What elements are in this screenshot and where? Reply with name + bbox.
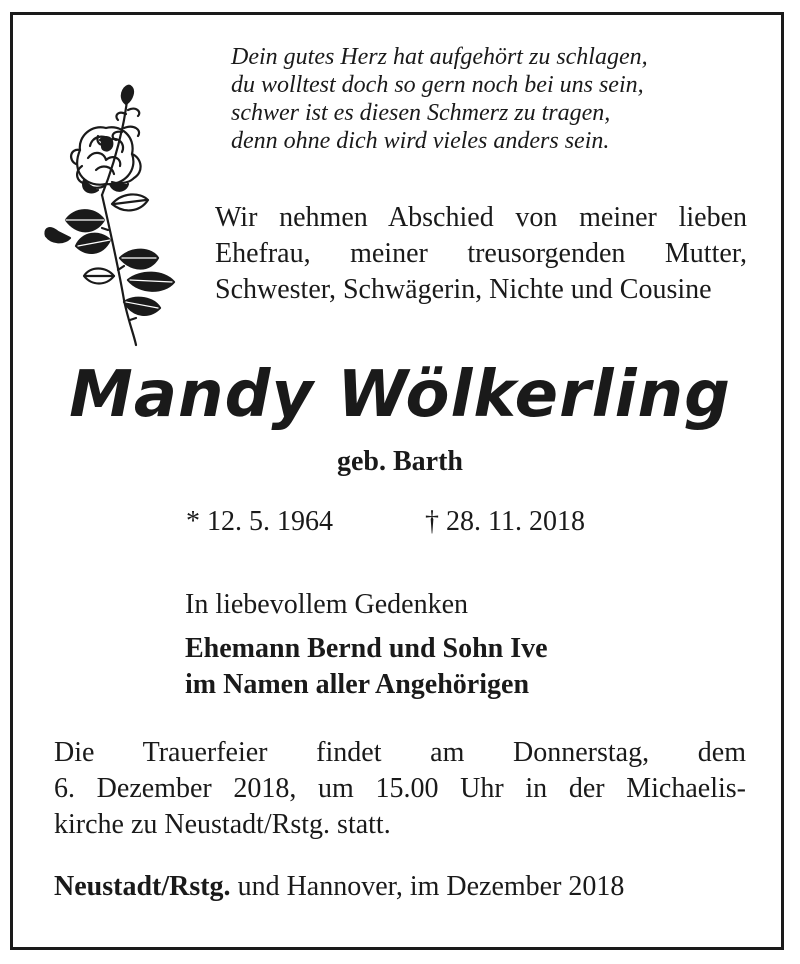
funeral-line: 6. Dezember 2018, um 15.00 Uhr in der Michaelis- xyxy=(54,773,746,804)
deceased-name: Mandy Wölkerling xyxy=(69,358,731,432)
funeral-notice xyxy=(54,735,746,843)
birth-date: * 12. 5. 1964 xyxy=(186,506,333,537)
death-date: † 28. 11. 2018 xyxy=(425,506,585,537)
poem-line: Dein gutes Herz hat aufgehört zu schlagen, xyxy=(231,44,648,70)
funeral-line: Die Trauerfeier findet am Donnerstag, dem xyxy=(54,737,746,768)
poem-line: denn ohne dich wird vieles anders sein. xyxy=(231,128,610,154)
footer-place: Neustadt/Rstg. xyxy=(54,871,231,902)
intro-text: Wir nehmen Abschied von meiner lieben Ehefrau, meiner treusorgenden Mutter, Schwester, Schwägerin, Nichte und Cousine xyxy=(215,202,747,305)
rose-icon xyxy=(40,80,185,350)
poem-line: schwer ist es diesen Schmerz zu tragen, xyxy=(231,100,611,126)
funeral-line: kirche zu Neustadt/Rstg. statt. xyxy=(54,809,391,840)
family-line: im Namen aller Angehörigen xyxy=(185,669,530,700)
place-date-line xyxy=(54,871,624,903)
poem-line: du wolltest doch so gern noch bei uns sein, xyxy=(231,72,644,98)
family-signature xyxy=(185,631,548,703)
poem xyxy=(231,43,751,155)
family-line: Ehemann Bernd und Sohn Ive xyxy=(185,633,548,664)
footer-rest: und Hannover, im Dezember 2018 xyxy=(230,871,625,902)
birth-name: geb. Barth xyxy=(337,446,463,477)
remembrance-heading: In liebevollem Gedenken xyxy=(185,589,469,620)
